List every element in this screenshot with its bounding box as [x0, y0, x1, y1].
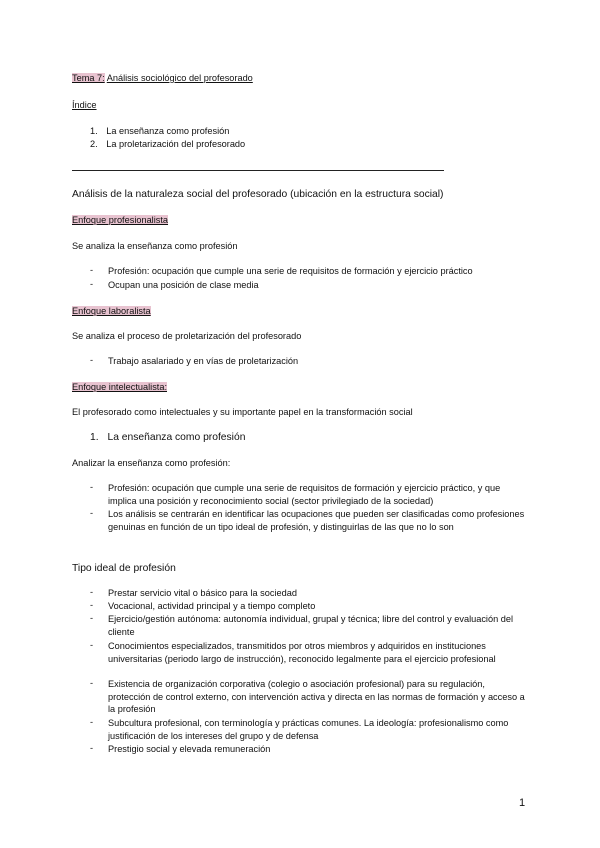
- bullet-text: Vocacional, actividad principal y a tiempo completo: [108, 601, 316, 611]
- bullet-marker: -: [90, 717, 94, 727]
- bullet-marker: -: [90, 640, 94, 650]
- bullet-text: Ocupan una posición de clase media: [108, 280, 259, 290]
- main-heading: Análisis de la naturaleza social del profesorado (ubicación en la estructura social): [72, 189, 444, 200]
- bullet-text: Los análisis se centrarán en identificar las ocupaciones que pueden ser clasificadas como profesiones genuinas en función de un tipo ideal de profesión, y distinguirlas de las que no lo son: [108, 509, 525, 532]
- document-title: [72, 72, 253, 85]
- bullet-marker: -: [90, 600, 94, 610]
- bullet-marker: -: [90, 279, 94, 289]
- index-item-text: La proletarización del profesorado: [106, 139, 246, 149]
- bullet-text: Profesión: ocupación que cumple una serie de requisitos de formación y ejercicio práctico, y que implica una posición y reconocimiento social (sector privilegiado de la sociedad): [108, 483, 501, 506]
- index-item: [90, 125, 229, 138]
- index-item-text: La enseñanza como profesión: [106, 126, 230, 136]
- index-heading: Índice: [72, 100, 97, 110]
- index-item-number: 2.: [90, 139, 98, 149]
- bullet-text: Conocimientos especializados, transmitidos por otros miembros y adquiridos en instituciones universitarias (periodo largo de instrucción), reconocido legalmente para el ejercicio profesional: [108, 641, 496, 664]
- horizontal-rule: [72, 170, 444, 171]
- section-heading-text: Enfoque intelectualista:: [72, 382, 168, 392]
- section-intro: Analizar la enseñanza como profesión:: [72, 458, 231, 468]
- bullet-text: Existencia de organización corporativa (colegio o asociación profesional) para su regulación, protección de control externo, con intervención activa y directa en las normas de formación y acceso a la profesión: [108, 679, 525, 715]
- bullet-marker: -: [90, 265, 94, 275]
- section-intro: Se analiza el proceso de proletarización del profesorado: [72, 331, 302, 341]
- tipo-ideal-heading: Tipo ideal de profesión: [72, 563, 176, 574]
- section-1-heading: [90, 431, 245, 444]
- bullet-marker: -: [90, 355, 94, 365]
- section-heading-laboralista: [72, 305, 151, 318]
- section-intro: El profesorado como intelectuales y su importante papel en la transformación social: [72, 407, 413, 417]
- section-heading-intelectualista: [72, 381, 167, 394]
- bullet-text: Subcultura profesional, con terminología y prácticas comunes. La ideología: profesionalismo como justificación de los intereses del grupo y de defensa: [108, 718, 509, 741]
- title-prefix: Tema 7:: [72, 73, 105, 83]
- bullet-marker: -: [90, 743, 94, 753]
- bullet-text: Trabajo asalariado y en vías de proletarización: [108, 356, 299, 366]
- bullet-marker: -: [90, 587, 94, 597]
- section-number: 1.: [90, 432, 99, 443]
- bullet-text: Prestigio social y elevada remuneración: [108, 744, 271, 754]
- bullet-marker: -: [90, 613, 94, 623]
- section-intro: Se analiza la enseñanza como profesión: [72, 241, 238, 251]
- index-item-number: 1.: [90, 126, 98, 136]
- index-item: [90, 138, 245, 151]
- section-title: La enseñanza como profesión: [107, 432, 246, 443]
- section-heading-text: Enfoque laboralista: [72, 306, 151, 316]
- page-number: 1: [519, 797, 526, 809]
- section-heading-profesionalista: [72, 214, 168, 227]
- bullet-text: Profesión: ocupación que cumple una serie de requisitos de formación y ejercicio práctico: [108, 266, 473, 276]
- bullet-marker: -: [90, 678, 94, 688]
- bullet-marker: -: [90, 482, 94, 492]
- bullet-marker: -: [90, 508, 94, 518]
- bullet-text: Prestar servicio vital o básico para la sociedad: [108, 588, 297, 598]
- title-text: Análisis sociológico del profesorado: [106, 73, 253, 83]
- bullet-text: Ejercicio/gestión autónoma: autonomía individual, grupal y técnica; libre del control y evaluación del cliente: [108, 614, 513, 637]
- section-heading-text: Enfoque profesionalista: [72, 215, 169, 225]
